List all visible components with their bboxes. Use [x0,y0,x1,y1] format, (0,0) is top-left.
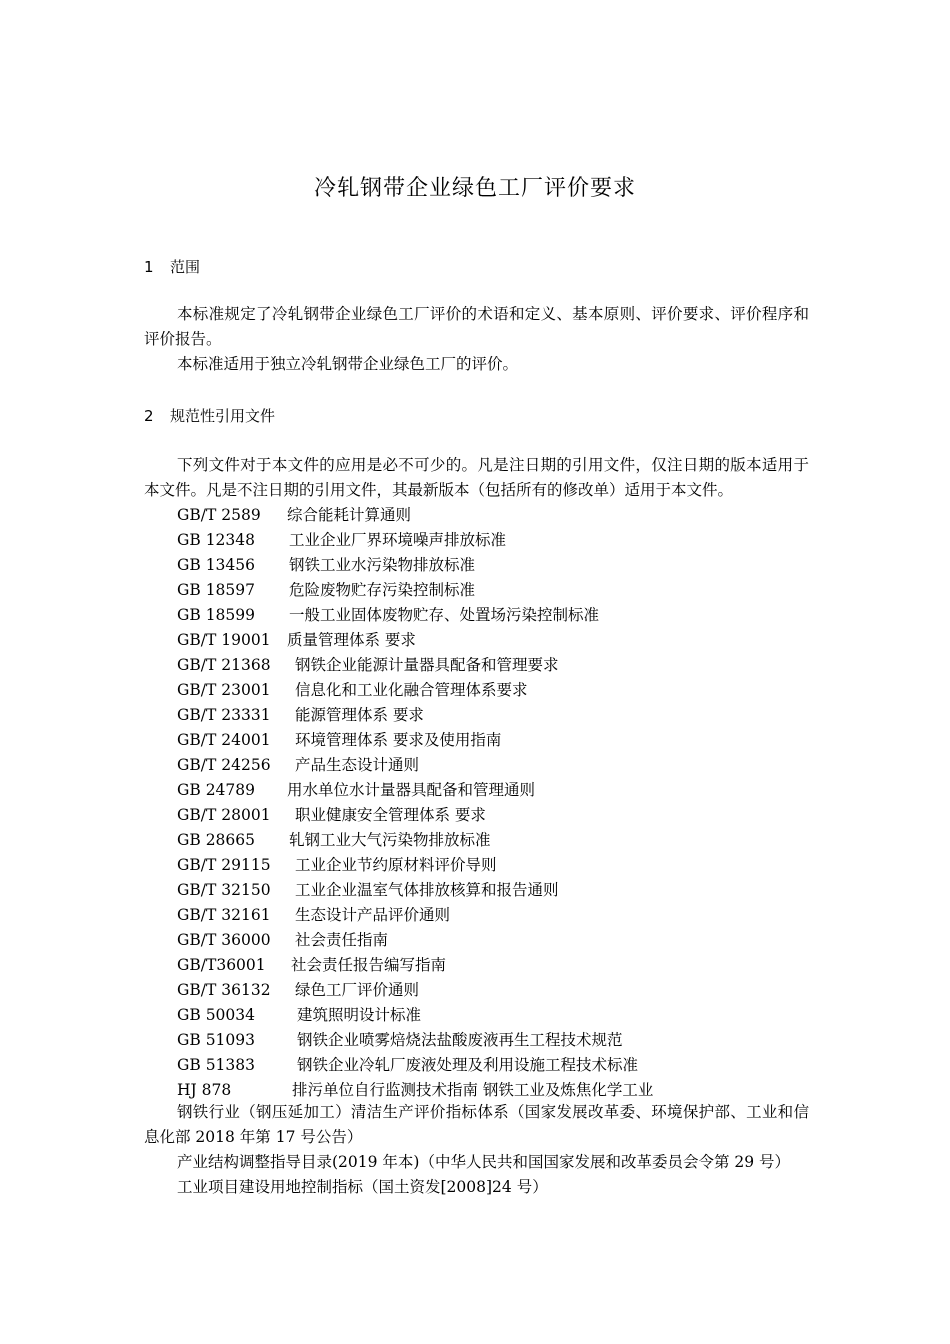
reference-title: 用水单位水计量器具配备和管理通则 [287,781,536,799]
reference-code: GB/T 19001 [177,631,271,649]
reference-code: GB/T36001 [177,956,266,974]
reference-title: 工业企业温室气体排放核算和报告通则 [295,881,559,899]
reference-title: 工业企业节约原材料评价导则 [295,856,497,874]
reference-title: 工业企业厂界环境噪声排放标准 [289,531,507,549]
reference-code: GB/T 36000 [177,931,271,949]
document-title: 冷轧钢带企业绿色工厂评价要求 [313,176,636,201]
reference-code: GB/T 29115 [177,856,271,874]
reference-item [177,528,817,553]
reference-item [177,753,817,778]
reference-item [177,678,817,703]
section-title: 规范性引用文件 [170,407,276,425]
reference-title: 钢铁企业喷雾焙烧法盐酸废液再生工程技术规范 [297,1031,623,1049]
reference-item [177,928,817,953]
reference-code: GB/T 23331 [177,706,271,724]
reference-code: GB 12348 [177,531,256,549]
reference-item [177,953,817,978]
reference-item [177,578,817,603]
reference-code: GB 18597 [177,581,256,599]
reference-title: 钢铁企业冷轧厂废液处理及利用设施工程技术标准 [297,1056,639,1074]
reference-title: 钢铁工业水污染物排放标准 [289,556,476,574]
reference-item [177,1028,817,1053]
reference-code: GB 13456 [177,556,256,574]
reference-item [177,1003,817,1028]
reference-list [177,503,817,1103]
reference-code: GB/T 32161 [177,906,271,924]
reference-code: GB 51093 [177,1031,256,1049]
reference-title: 轧钢工业大气污染物排放标准 [289,831,491,849]
reference-code: GB 24789 [177,781,256,799]
reference-item [177,728,817,753]
section-number: 2 [144,407,154,425]
reference-item [177,703,817,728]
reference-code: GB 18599 [177,606,256,624]
paragraph: 本标准规定了冷轧钢带企业绿色工厂评价的术语和定义、基本原则、评价要求、评价程序和评价报告。 [144,305,809,348]
reference-item [177,503,817,528]
reference-code: GB/T 24001 [177,731,271,749]
reference-item [177,878,817,903]
reference-item [177,778,817,803]
reference-code: GB/T 23001 [177,681,271,699]
reference-item [177,903,817,928]
reference-title: 产品生态设计通则 [295,756,420,774]
reference-item [177,628,817,653]
reference-code: GB/T 28001 [177,806,271,824]
reference-title: 质量管理体系 要求 [287,631,416,649]
reference-title: 钢铁企业能源计量器具配备和管理要求 [295,656,559,674]
reference-item [177,553,817,578]
reference-item [177,803,817,828]
reference-code: GB/T 32150 [177,881,271,899]
reference-title: 职业健康安全管理体系 要求 [295,806,486,824]
reference-item [177,603,817,628]
reference-code: GB 50034 [177,1006,256,1024]
reference-title: 社会责任报告编写指南 [291,956,447,974]
reference-title: 环境管理体系 要求及使用指南 [295,731,502,749]
reference-title: 绿色工厂评价通则 [295,981,420,999]
reference-code: GB 51383 [177,1056,256,1074]
section-number: 1 [144,258,154,276]
reference-title: 社会责任指南 [295,931,389,949]
reference-title: 排污单位自行监测技术指南 钢铁工业及炼焦化学工业 [292,1081,654,1099]
reference-item [177,978,817,1003]
section-heading-normative-references [144,405,275,426]
reference-item [177,828,817,853]
reference-item [177,853,817,878]
section-heading-scope [144,256,200,277]
reference-title: 一般工业固体废物贮存、处置场污染控制标准 [289,606,600,624]
reference-item [177,1053,817,1078]
reference-code: GB/T 2589 [177,506,261,524]
reference-title: 生态设计产品评价通则 [295,906,451,924]
paragraph: 钢铁行业（钢压延加工）清洁生产评价指标体系（国家发展改革委、环境保护部、工业和信息化部 2018 年第 17 号公告） [144,1103,809,1146]
reference-title: 能源管理体系 要求 [295,706,424,724]
reference-code: GB/T 21368 [177,656,271,674]
reference-item [177,653,817,678]
reference-title: 综合能耗计算通则 [287,506,412,524]
reference-code: HJ 878 [177,1081,232,1099]
reference-title: 危险废物贮存污染控制标准 [289,581,476,599]
paragraph: 产业结构调整指导目录(2019 年本)（中华人民共和国国家发展和改革委员会令第 29 号） [177,1153,791,1171]
paragraph: 下列文件对于本文件的应用是必不可少的。凡是注日期的引用文件，仅注日期的版本适用于本文件。凡是不注日期的引用文件，其最新版本（包括所有的修改单）适用于本文件。 [144,456,809,499]
reference-code: GB/T 36132 [177,981,271,999]
reference-title: 建筑照明设计标准 [297,1006,422,1024]
paragraph: 工业项目建设用地控制指标（国土资发[2008]24 号） [177,1178,548,1196]
reference-title: 信息化和工业化融合管理体系要求 [295,681,528,699]
section-title: 范围 [170,258,201,276]
paragraph: 本标准适用于独立冷轧钢带企业绿色工厂的评价。 [177,355,519,373]
reference-code: GB/T 24256 [177,756,271,774]
reference-code: GB 28665 [177,831,256,849]
